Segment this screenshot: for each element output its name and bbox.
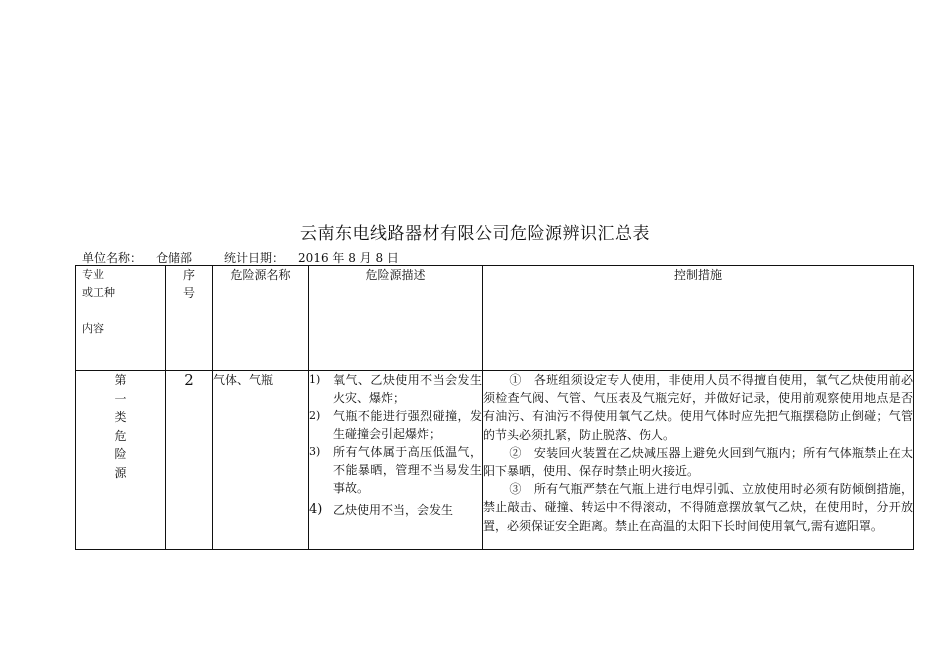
category-char: 一 [114,391,127,406]
category-char: 险 [114,447,127,461]
table-header-row [76,266,914,371]
seq-cell: 2 [166,371,213,550]
desc-text: 气瓶不能进行强烈碰撞，发生碰撞会引起爆炸； [333,409,482,441]
table-row [76,371,914,550]
unit-label: 单位名称： [82,251,143,265]
header-specialty-line3: 内容 [82,322,104,335]
category-char: 类 [114,410,127,424]
desc-num: 3) [309,445,321,458]
desc-num: 1) [309,373,321,386]
desc-num: 4) [309,502,323,517]
category-char: 源 [114,465,127,480]
control-item: ③ 所有气瓶严禁在气瓶上进行电焊引弧、立放使用时必须有防倾倒措施，禁止敲击、碰撞、转运中不得滚动，不得随意摆放氧气乙炔，在使用时，分开放置，必须保证安全距离。禁止在高温的太阳下长时间使用氧气,需有遮阳罩。 [483,482,913,533]
category-cell [76,371,166,550]
desc-text: 乙炔使用不当，会发生 [333,503,454,517]
header-hazard-desc: 危险源描述 [309,266,483,371]
header-hazard-name: 危险源名称 [213,266,309,371]
hazard-table [75,265,914,550]
unit-value: 仓储部 [142,251,202,266]
desc-item [309,443,482,497]
hazard-desc-cell [309,371,483,550]
header-seq-line2: 号 [182,286,195,300]
document-meta [82,249,435,266]
header-specialty-line2: 或工种 [82,286,115,299]
category-char: 第 [114,373,127,387]
header-seq-line1: 序 [182,268,195,282]
control-cell [483,371,914,550]
desc-item [309,407,482,443]
desc-num: 2) [309,409,321,422]
date-value: 2016 年 8 月 8 日 [284,251,435,266]
date-label: 统计日期： [224,251,285,265]
header-specialty [76,266,166,371]
document-title: 云南东电线路器材有限公司危险源辨识汇总表 [300,224,650,244]
header-seq [166,266,213,371]
control-item: ② 安装回火装置在乙炔减压器上避免火回到气瓶内；所有气体瓶禁止在太阳下暴晒，使用、保存时禁止明火接近。 [483,445,913,479]
desc-text: 所有气体属于高压低温气，不能暴晒，管理不当易发生事故。 [333,445,482,495]
header-specialty-line1: 专业 [82,268,104,281]
header-control: 控制措施 [483,266,914,371]
category-char: 危 [114,428,127,443]
desc-text: 氧气、乙炔使用不当会发生火灾、爆炸； [333,373,482,405]
control-item: ① 各班组须设定专人使用，非使用人员不得擅自使用，氧气乙炔使用前必须检查气阀、气管、气压表及气瓶完好，并做好记录，使用前观察使用地点是否有油污、有油污不得使用氧气乙炔。使用气体时应先把气瓶摆稳防止倒碰；气管的节头必须扎紧，防止脱落、伤人。 [483,373,913,442]
desc-item [309,371,482,407]
desc-item [309,501,482,519]
hazard-name-cell: 气体、气瓶 [213,371,309,550]
